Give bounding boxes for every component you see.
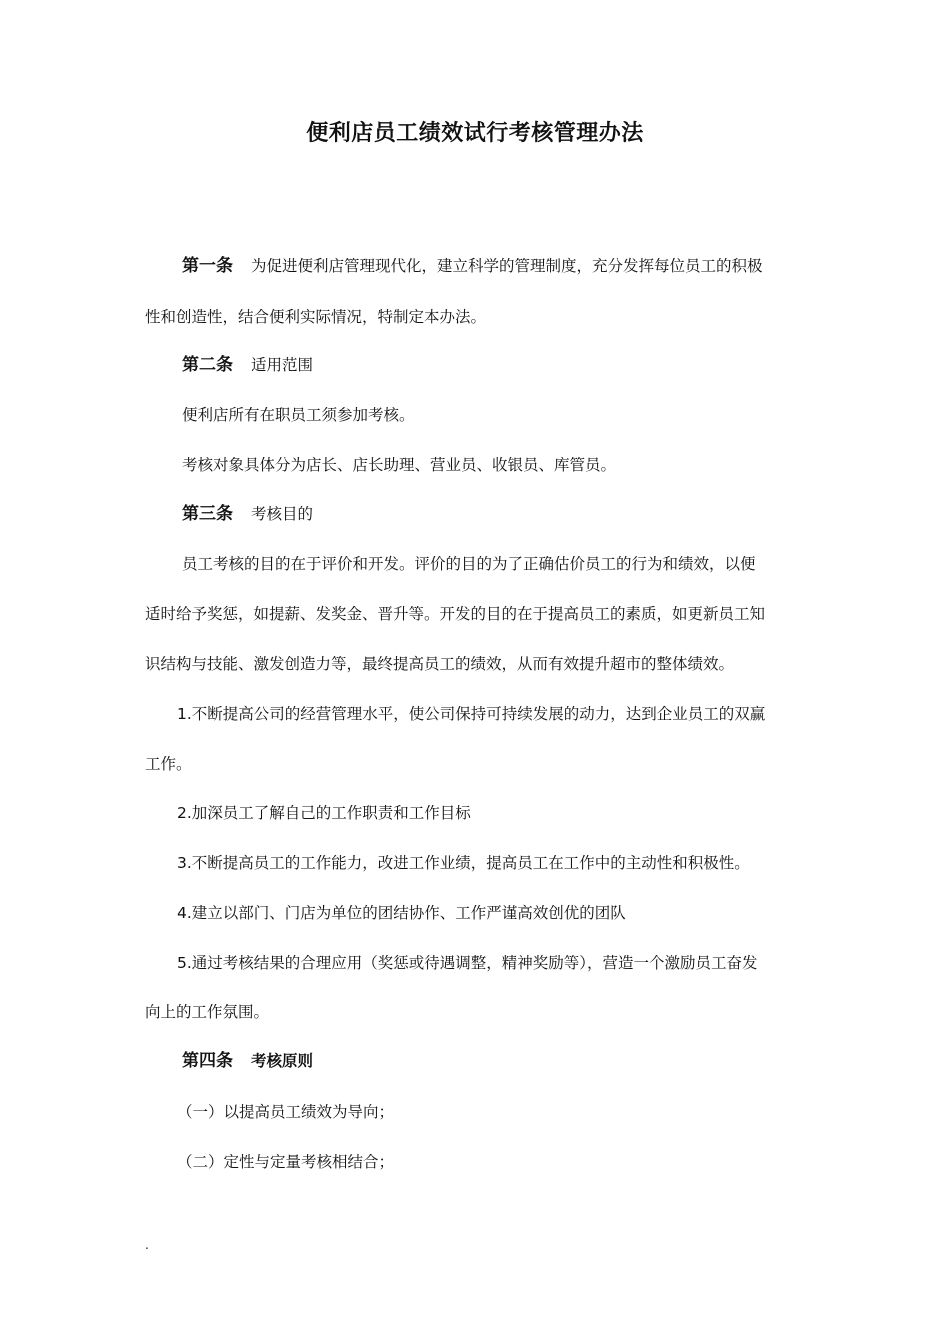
article-3-item-3: 3.不断提高员工的工作能力，改进工作业绩，提高员工在工作中的主动性和积极性。 — [177, 854, 750, 872]
article-3-item-2: 2.加深员工了解自己的工作职责和工作目标 — [177, 804, 471, 822]
article-4-heading: 考核原则 — [251, 1052, 314, 1070]
article-3-paragraph-line-2: 适时给予奖惩，如提薪、发奖金、晋升等。开发的目的在于提高员工的素质，如更新员工知 — [145, 605, 766, 623]
article-3-item-1-line-1: 1.不断提高公司的经营管理水平，使公司保持可持续发展的动力，达到企业员工的双赢 — [177, 705, 766, 723]
article-4-heading-line — [182, 1051, 313, 1071]
article-3-item-1-line-2: 工作。 — [145, 755, 192, 773]
article-2-heading: 适用范围 — [251, 356, 314, 374]
article-3-item-5-line-2: 向上的工作氛围。 — [145, 1003, 270, 1021]
article-4-label: 第四条 — [182, 1051, 233, 1071]
article-3-paragraph-line-1: 员工考核的目的在于评价和开发。评价的目的为了正确估价员工的行为和绩效，以便 — [182, 555, 756, 573]
article-1-text-1: 为促进便利店管理现代化，建立科学的管理制度，充分发挥每位员工的积极 — [251, 257, 763, 275]
document-title: 便利店员工绩效试行考核管理办法 — [306, 121, 644, 146]
article-4-paragraph-2: （二）定性与定量考核相结合； — [177, 1153, 395, 1171]
article-1-label: 第一条 — [182, 256, 233, 276]
article-3-heading: 考核目的 — [251, 505, 314, 523]
article-3-paragraph-line-3: 识结构与技能、激发创造力等，最终提高员工的绩效，从而有效提升超市的整体绩效。 — [145, 655, 735, 673]
article-1-line-2: 性和创造性，结合便利实际情况，特制定本办法。 — [145, 308, 487, 326]
article-3-label: 第三条 — [182, 504, 233, 524]
article-3-item-4: 4.建立以部门、门店为单位的团结协作、工作严谨高效创优的团队 — [177, 904, 626, 922]
article-4-paragraph-1: （一）以提高员工绩效为导向； — [177, 1103, 395, 1121]
article-3-heading-line — [182, 504, 313, 524]
article-3-item-5-line-1: 5.通过考核结果的合理应用（奖惩或待遇调整，精神奖励等），营造一个激励员工奋发 — [177, 954, 758, 972]
article-2-paragraph-1: 便利店所有在职员工须参加考核。 — [182, 406, 415, 424]
article-2-label: 第二条 — [182, 355, 233, 375]
footer-dot: . — [145, 1238, 149, 1252]
article-1-line-1 — [182, 256, 763, 276]
article-2-heading-line — [182, 355, 313, 375]
article-2-paragraph-2: 考核对象具体分为店长、店长助理、营业员、收银员、库管员。 — [182, 456, 617, 474]
